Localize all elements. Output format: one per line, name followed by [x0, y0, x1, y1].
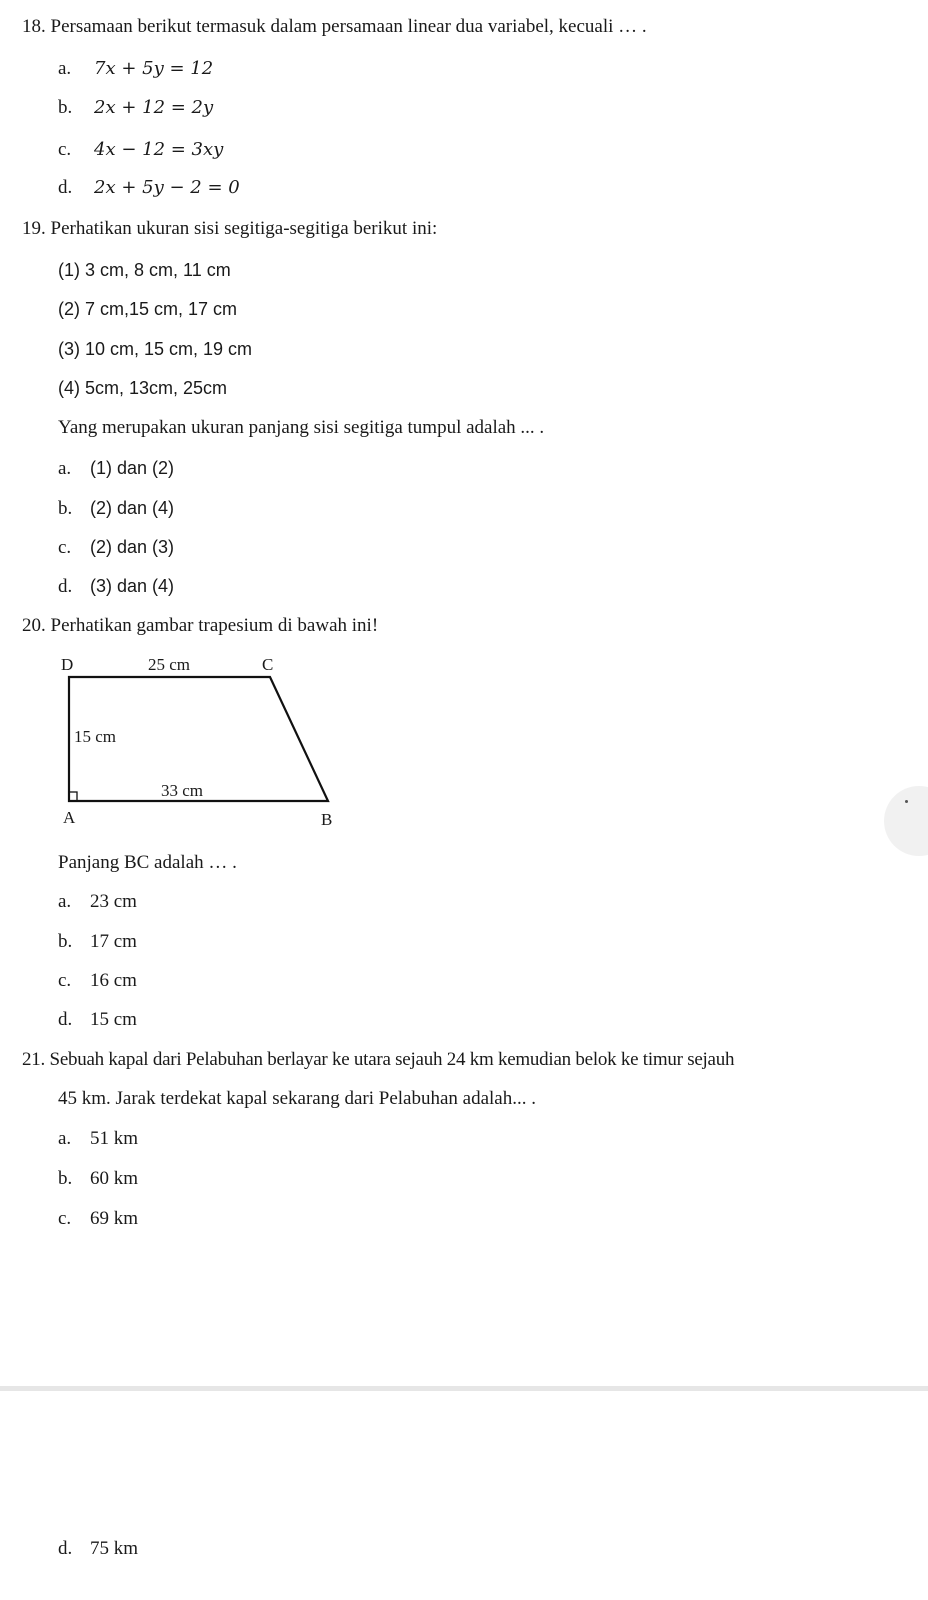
option-letter: d.	[58, 177, 73, 198]
q19-prompt: Yang merupakan ukuran panjang sisi segitiga tumpul adalah ... .	[58, 417, 545, 438]
left-side-label: 15 cm	[74, 727, 117, 746]
vertex-c-label: C	[262, 655, 274, 674]
option-letter: d.	[58, 576, 73, 597]
vertex-b-label: B	[321, 810, 333, 829]
q20-option-c[interactable]	[58, 969, 137, 993]
option-letter: c.	[58, 537, 72, 558]
q19-question: 19. Perhatikan ukuran sisi segitiga-segitiga berikut ini:	[22, 218, 438, 239]
q19-item-2: (2) 7 cm,15 cm, 17 cm	[58, 299, 238, 319]
q20-option-a[interactable]	[58, 890, 137, 914]
bottom-side-label: 33 cm	[161, 781, 204, 800]
option-text: (3) dan (4)	[90, 576, 175, 596]
option-text: 23 cm	[90, 891, 137, 912]
q21-option-a[interactable]	[58, 1127, 138, 1151]
option-text: (2) dan (3)	[90, 537, 175, 557]
q20-option-b[interactable]	[58, 930, 137, 954]
option-letter: c.	[58, 139, 72, 160]
q19-item-1: (1) 3 cm, 8 cm, 11 cm	[58, 260, 231, 280]
q21-option-d[interactable]	[58, 1537, 138, 1561]
right-angle-marker	[69, 792, 77, 801]
q20-question: 20. Perhatikan gambar trapesium di bawah ini!	[22, 615, 379, 636]
option-letter: a.	[58, 58, 72, 79]
q20-option-d[interactable]	[58, 1008, 137, 1032]
option-letter: b.	[58, 1168, 73, 1189]
q21-question-line-2: 45 km. Jarak terdekat kapal sekarang dari Pelabuhan adalah... .	[58, 1088, 536, 1109]
option-letter: a.	[58, 1128, 72, 1149]
option-letter: a.	[58, 458, 72, 479]
q18-question: 18. Persamaan berikut termasuk dalam persamaan linear dua variabel, kecuali … .	[22, 16, 647, 37]
option-text: 17 cm	[90, 931, 137, 952]
page-divider	[0, 1386, 928, 1391]
option-text: (1) dan (2)	[90, 458, 175, 478]
option-text: 2x + 5y − 2 = 0	[94, 177, 240, 198]
option-text: 16 cm	[90, 970, 137, 991]
q20-prompt: Panjang BC adalah … .	[58, 852, 237, 873]
option-letter: b.	[58, 498, 73, 519]
vertex-d-label: D	[61, 655, 74, 674]
q19-item-3: (3) 10 cm, 15 cm, 19 cm	[58, 339, 253, 359]
option-text: (2) dan (4)	[90, 498, 175, 518]
q21-option-c[interactable]	[58, 1207, 138, 1231]
option-text: 15 cm	[90, 1009, 137, 1030]
q19-item-4: (4) 5cm, 13cm, 25cm	[58, 378, 228, 398]
option-text: 75 km	[90, 1538, 139, 1559]
option-text: 51 km	[90, 1128, 139, 1149]
vertex-a-label: A	[63, 808, 76, 827]
option-text: 7x + 5y = 12	[94, 58, 214, 79]
option-text: 2x + 12 = 2y	[94, 97, 214, 118]
top-side-label: 25 cm	[148, 655, 191, 674]
option-letter: b.	[58, 931, 73, 952]
option-letter: d.	[58, 1009, 73, 1030]
option-text: 60 km	[90, 1168, 139, 1189]
option-letter: d.	[58, 1538, 73, 1559]
option-letter: c.	[58, 1208, 72, 1229]
option-letter: c.	[58, 970, 72, 991]
option-text: 69 km	[90, 1208, 139, 1229]
q21-question-line-1: 21. Sebuah kapal dari Pelabuhan berlayar ke utara sejauh 24 km kemudian belok ke timur sejauh	[22, 1049, 735, 1070]
option-letter: a.	[58, 891, 72, 912]
option-letter: b.	[58, 97, 73, 118]
option-text: 4x − 12 = 3xy	[94, 139, 224, 160]
q21-option-b[interactable]	[58, 1167, 138, 1191]
